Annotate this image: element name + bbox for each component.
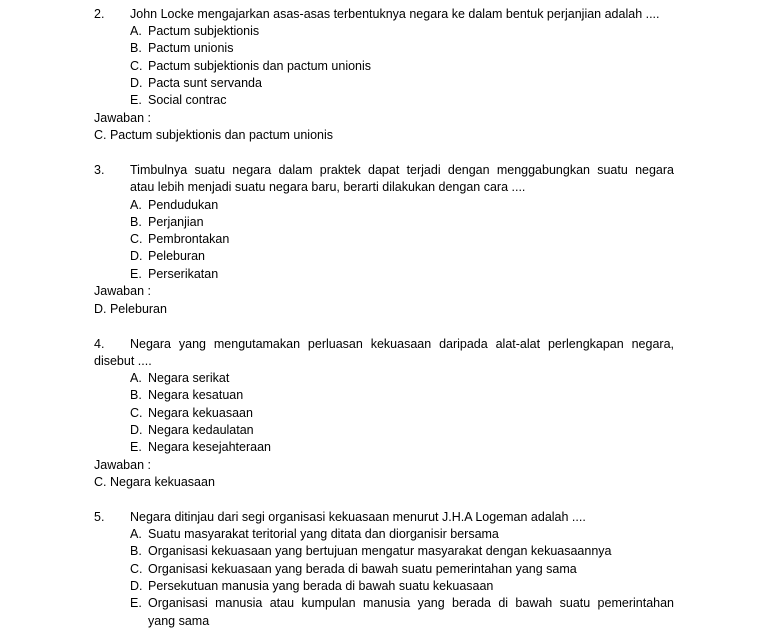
option-letter: C. xyxy=(130,232,143,246)
option-text: Negara kesatuan xyxy=(148,388,244,402)
answer-label: Jawaban : xyxy=(94,284,151,298)
option-text: yang sama xyxy=(148,614,210,628)
option-letter: D. xyxy=(130,249,143,263)
option-text: Pembrontakan xyxy=(148,232,230,246)
option-text: Negara serikat xyxy=(148,371,230,385)
option-letter: E. xyxy=(130,93,142,107)
option-letter: E. xyxy=(130,596,142,610)
option-text: Suatu masyarakat teritorial yang ditata dan diorganisir bersama xyxy=(148,527,499,541)
answer-label: Jawaban : xyxy=(94,458,151,472)
option-text: Pactum subjektionis xyxy=(148,24,260,38)
option-text: Social contrac xyxy=(148,93,227,107)
question-text: Timbulnya suatu negara dalam praktek dapat terjadi dengan menggabungkan suatu negara xyxy=(130,163,674,177)
option-text: Negara kesejahteraan xyxy=(148,440,271,454)
option-text: Organisasi manusia atau kumpulan manusia yang berada di bawah suatu pemerintahan xyxy=(148,596,674,610)
option-text: Peleburan xyxy=(148,249,205,263)
option-letter: B. xyxy=(130,215,142,229)
question-text: atau lebih menjadi suatu negara baru, berarti dilakukan dengan cara .... xyxy=(130,180,526,194)
question-text: John Locke mengajarkan asas-asas terbentuknya negara ke dalam bentuk perjanjian adalah .... xyxy=(130,7,660,21)
answer-label: Jawaban : xyxy=(94,111,151,125)
option-letter: D. xyxy=(130,423,143,437)
option-letter: C. xyxy=(130,59,143,73)
option-text: Perjanjian xyxy=(148,215,204,229)
question-text: disebut .... xyxy=(94,354,152,368)
option-letter: D. xyxy=(130,579,143,593)
option-text: Persekutuan manusia yang berada di bawah suatu kekuasaan xyxy=(148,579,494,593)
option-letter: E. xyxy=(130,267,142,281)
option-letter: E. xyxy=(130,440,142,454)
option-text: Pactum unionis xyxy=(148,41,234,55)
question-text: Negara ditinjau dari segi organisasi kekuasaan menurut J.H.A Logeman adalah .... xyxy=(130,510,586,524)
option-text: Pactum subjektionis dan pactum unionis xyxy=(148,59,372,73)
option-text: Organisasi kekuasaan yang bertujuan mengatur masyarakat dengan kekuasaannya xyxy=(148,544,612,558)
answer-text: D. Peleburan xyxy=(94,302,167,316)
option-letter: B. xyxy=(130,388,142,402)
option-letter: C. xyxy=(130,562,143,576)
option-letter: C. xyxy=(130,406,143,420)
option-text: Pacta sunt servanda xyxy=(148,76,262,90)
option-text: Pendudukan xyxy=(148,198,219,212)
option-text: Organisasi kekuasaan yang berada di bawah suatu pemerintahan yang sama xyxy=(148,562,577,576)
option-letter: B. xyxy=(130,41,142,55)
option-letter: A. xyxy=(130,371,142,385)
option-letter: B. xyxy=(130,544,142,558)
option-text: Negara kekuasaan xyxy=(148,406,253,420)
question-number: 3. xyxy=(94,163,105,177)
option-letter: A. xyxy=(130,527,142,541)
option-letter: A. xyxy=(130,198,142,212)
answer-text: C. Pactum subjektionis dan pactum unionis xyxy=(94,128,334,142)
option-letter: D. xyxy=(130,76,143,90)
option-text: Negara kedaulatan xyxy=(148,423,254,437)
option-text: Perserikatan xyxy=(148,267,219,281)
question-number: 4. xyxy=(94,337,105,351)
question-number: 5. xyxy=(94,510,105,524)
question-text: Negara yang mengutamakan perluasan kekuasaan daripada alat-alat perlengkapan negara, xyxy=(130,337,674,351)
question-number: 2. xyxy=(94,7,105,21)
answer-text: C. Negara kekuasaan xyxy=(94,475,215,489)
option-letter: A. xyxy=(130,24,142,38)
